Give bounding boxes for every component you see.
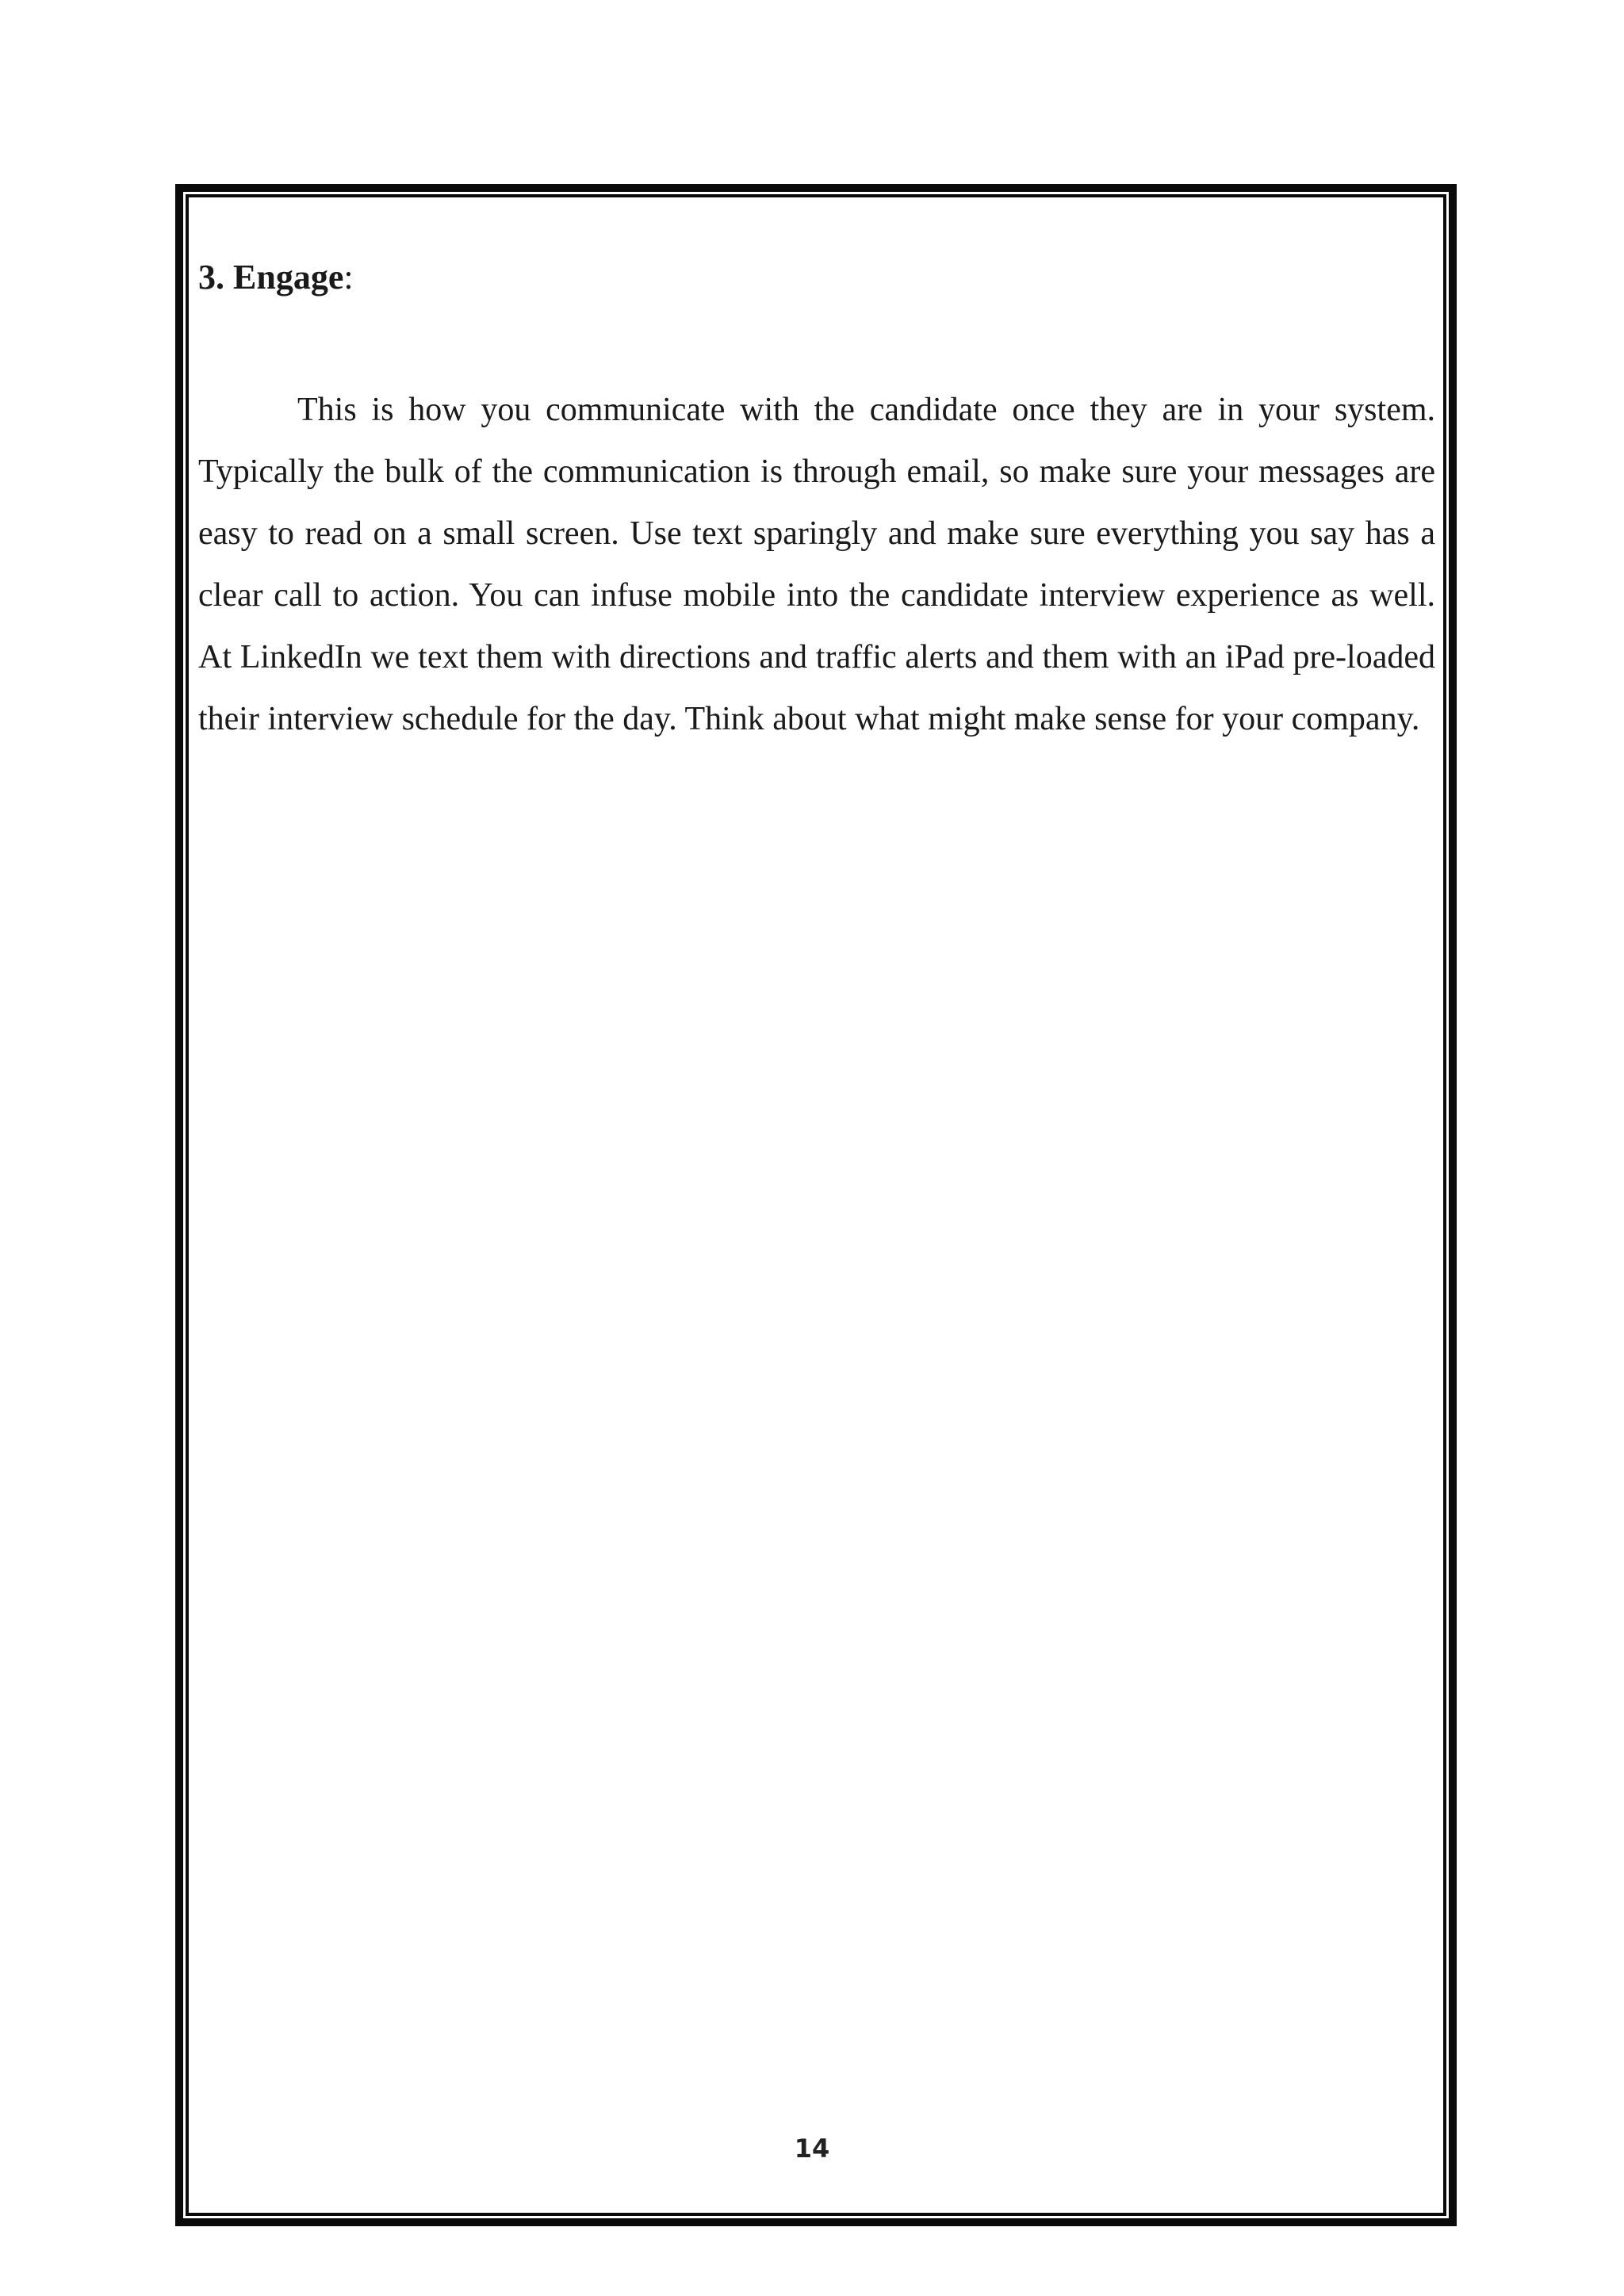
page-content	[198, 254, 1435, 750]
body-paragraph: This is how you communicate with the candidate once they are in your system. Typically the bulk of the communication is through email, so make sure your messages are easy to read on a small screen. Use text sparingly and make sure everything you say has a clear call to action. You can infuse mobile into the candidate interview experience as well. At LinkedIn we text them with directions and traffic alerts and them with an iPad pre-loaded their interview schedule for the day. Think about what might make sense for your company.	[198, 392, 1435, 737]
page-number: 14	[794, 2133, 830, 2164]
section-heading-colon: :	[343, 258, 354, 297]
section-heading	[198, 254, 1435, 301]
section-heading-title: 3. Engage	[198, 258, 344, 297]
